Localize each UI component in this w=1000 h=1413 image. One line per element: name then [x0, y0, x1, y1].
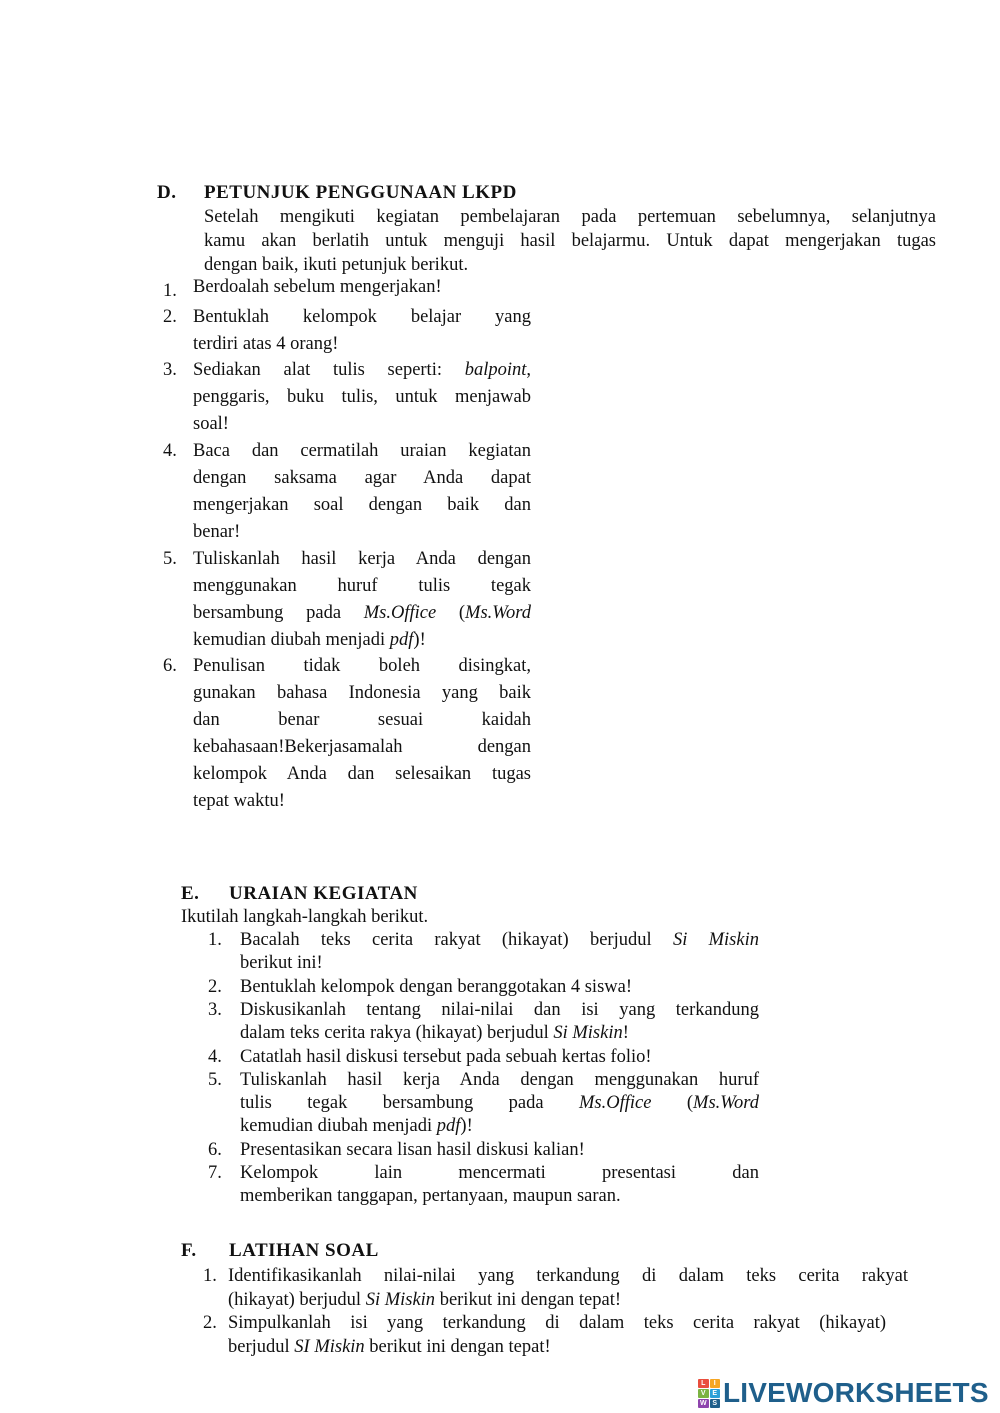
- list-item-text: [193, 734, 531, 761]
- list-item: [193, 304, 531, 358]
- list-item-text: [193, 357, 531, 384]
- list-item-text: [228, 1335, 886, 1359]
- list-item-number: 4.: [208, 1047, 222, 1067]
- logo-mark-cell: E: [710, 1389, 721, 1398]
- italic-term: Ms.Office: [579, 1093, 652, 1113]
- list-item-text: menggunakan huruf tulis tegak: [193, 576, 531, 596]
- list-item-text-part: tulis tegak bersambung pada: [240, 1093, 579, 1113]
- list-item-text-part: kebahasaan!: [193, 737, 285, 757]
- section-d-letter: D.: [157, 182, 177, 203]
- list-item-text: Penulisan tidak boleh disingkat,: [193, 656, 531, 676]
- list-item-number: 6.: [208, 1140, 222, 1160]
- italic-term: Ms.Office: [363, 603, 437, 623]
- italic-term: Si Miskin: [672, 930, 759, 950]
- italic-term: balpoint: [464, 360, 527, 380]
- list-item-text: dan benar sesuai kaidah: [193, 710, 531, 730]
- section-f-title: LATIHAN SOAL: [229, 1240, 379, 1261]
- italic-term: Si Miskin: [553, 1023, 623, 1043]
- list-item-text: [193, 627, 531, 654]
- section-f-letter: F.: [181, 1240, 197, 1261]
- list-item-text: [228, 1288, 908, 1312]
- list-item-text-part: (hikayat) berjudul: [228, 1290, 366, 1310]
- list-item-text: kelompok Anda dan selesaikan tugas: [193, 764, 531, 784]
- italic-term: Ms.Word: [693, 1093, 759, 1113]
- list-item-text-part: Bekerjasamalah dengan: [284, 737, 531, 757]
- logo-mark-cell: W: [699, 1400, 707, 1407]
- list-item-text-part: )!: [413, 630, 426, 650]
- list-item-number: 6.: [163, 656, 177, 676]
- list-item-number: 2.: [203, 1313, 217, 1333]
- list-item: [228, 1264, 908, 1312]
- logo-mark-cell: V: [698, 1389, 709, 1398]
- list-item-number: 5.: [163, 549, 177, 569]
- list-item-text: gunakan bahasa Indonesia yang baik: [193, 683, 531, 703]
- list-item-number: 3.: [163, 360, 177, 380]
- list-item-text: [240, 1115, 759, 1138]
- list-item-text: mengerjakan soal dengan baik dan: [193, 495, 531, 515]
- list-item-text: Presentasikan secara lisan hasil diskusi kalian!: [240, 1140, 585, 1160]
- list-item: [240, 999, 759, 1045]
- list-item-text: [240, 929, 759, 952]
- logo-mark-cell: L: [698, 1379, 709, 1388]
- list-item-text: Identifikasikanlah nilai-nilai yang terkandung di dalam teks cerita rakyat: [228, 1266, 908, 1286]
- section-d-intro-line: Setelah mengikuti kegiatan pembelajaran pada pertemuan sebelumnya, selanjutnya: [204, 207, 936, 227]
- list-item-text: terdiri atas 4 orang!: [193, 334, 339, 354]
- list-item-text-part: Sediakan alat tulis seperti:: [193, 360, 465, 380]
- list-item: [228, 1311, 886, 1359]
- list-item-text-part: berikut ini dengan tepat!: [435, 1290, 622, 1310]
- list-item-text: [240, 1022, 759, 1045]
- list-item: [193, 274, 531, 301]
- list-item-text: Catatlah hasil diskusi tersebut pada sebuah kertas folio!: [240, 1047, 652, 1067]
- list-item-text-part: (: [651, 1093, 694, 1113]
- list-item-text: Tuliskanlah hasil kerja Anda dengan: [193, 549, 531, 569]
- list-item-text-part: !: [622, 1023, 629, 1043]
- list-item-text: Diskusikanlah tentang nilai-nilai dan isi yang terkandung: [240, 1000, 759, 1020]
- list-item-number: 2.: [163, 307, 177, 327]
- list-item-text: Tuliskanlah hasil kerja Anda dengan menggunakan huruf: [240, 1070, 759, 1090]
- list-item-text: Baca dan cermatilah uraian kegiatan: [193, 441, 531, 461]
- list-item: [193, 653, 531, 815]
- italic-term: Ms.Word: [465, 603, 531, 623]
- list-item-text-part: berjudul: [228, 1337, 295, 1357]
- list-item: [193, 357, 531, 438]
- italic-term: pdf: [436, 1116, 461, 1136]
- list-item-number: 3.: [208, 1000, 222, 1020]
- list-item-number: 4.: [163, 441, 177, 461]
- list-item-number: 1.: [208, 930, 222, 950]
- list-item-number: 7.: [208, 1163, 222, 1183]
- list-item: [240, 1139, 759, 1162]
- liveworksheets-brand: LIVEWORKSHEETS: [723, 1377, 989, 1408]
- list-item-text-part: dalam teks cerita rakya (hikayat) berjudul: [240, 1023, 554, 1043]
- list-item-text: Bentuklah kelompok belajar yang: [193, 307, 531, 327]
- list-item: [240, 976, 759, 999]
- italic-term: SI Miskin: [294, 1337, 365, 1357]
- list-item-text: Berdoalah sebelum mengerjakan!: [193, 277, 442, 297]
- list-item: [240, 1046, 759, 1069]
- list-item-number: 1.: [163, 281, 177, 301]
- list-item-text: [240, 1092, 759, 1115]
- list-item-text: benar!: [193, 522, 241, 542]
- list-item-text-part: bersambung pada: [193, 603, 364, 623]
- list-item-text: tepat waktu!: [193, 791, 285, 811]
- list-item: [240, 1069, 759, 1138]
- liveworksheets-logo[interactable]: [698, 1376, 989, 1410]
- section-d-title: PETUNJUK PENGGUNAAN LKPD: [204, 182, 517, 203]
- list-item-text: Bentuklah kelompok dengan beranggotakan 4 siswa!: [240, 977, 632, 997]
- list-item: [240, 929, 759, 975]
- logo-mark-cell: S: [710, 1399, 721, 1408]
- list-item-text-part: (: [436, 603, 466, 623]
- section-d-intro: [204, 205, 936, 277]
- section-e-title: URAIAN KEGIATAN: [229, 883, 418, 904]
- liveworksheets-logo-icon: [698, 1379, 720, 1407]
- list-item-number: 5.: [208, 1070, 222, 1090]
- list-item-number: 2.: [208, 977, 222, 997]
- italic-term: Si Miskin: [365, 1290, 436, 1310]
- list-item-text: berikut ini!: [240, 953, 323, 973]
- list-item: [240, 1162, 759, 1208]
- list-item-text-part: ,: [526, 360, 531, 380]
- list-item-number: 1.: [203, 1266, 217, 1286]
- list-item-text-part: )!: [460, 1116, 473, 1136]
- list-item-text-part: kemudian diubah menjadi: [193, 630, 390, 650]
- section-d-intro-line: kamu akan berlatih untuk menguji hasil belajarmu. Untuk dapat mengerjakan tugas: [204, 231, 936, 251]
- list-item-text: [193, 600, 531, 627]
- list-item-text: penggaris, buku tulis, untuk menjawab: [193, 387, 531, 407]
- list-item-text: dengan saksama agar Anda dapat: [193, 468, 531, 488]
- list-item-text-part: kemudian diubah menjadi: [240, 1116, 437, 1136]
- list-item-text: soal!: [193, 414, 229, 434]
- list-item: [193, 546, 531, 654]
- list-item: [193, 438, 531, 546]
- list-item-text: Simpulkanlah isi yang terkandung di dalam teks cerita rakyat (hikayat): [228, 1313, 886, 1333]
- list-item-text-part: berikut ini dengan tepat!: [364, 1337, 551, 1357]
- logo-mark-cell: I: [710, 1379, 721, 1388]
- italic-term: pdf: [389, 630, 414, 650]
- section-d-intro-line: dengan baik, ikuti petunjuk berikut.: [204, 255, 469, 275]
- list-item-text-part: Bacalah teks cerita rakyat (hikayat) berjudul: [240, 930, 673, 950]
- list-item-text: Kelompok lain mencermati presentasi dan: [240, 1163, 759, 1183]
- section-e-letter: E.: [181, 883, 200, 904]
- list-item-text: memberikan tanggapan, pertanyaan, maupun saran.: [240, 1186, 621, 1206]
- section-e-intro: Ikutilah langkah-langkah berikut.: [181, 907, 429, 927]
